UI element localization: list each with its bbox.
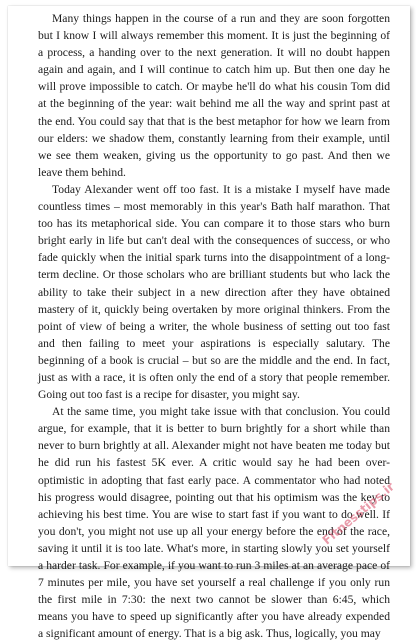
document-page (8, 6, 410, 641)
watermark-text: Fitnesstips.ir (319, 479, 398, 548)
body-text (38, 10, 390, 642)
paragraph-1: Many things happen in the course of a run and they are soon forgotten but I know I will always remember this moment. It is just the beginning of a process, a handing over to the next generation. It will no doubt happen again and again, and I will continue to catch him up. But then one day he will prove impossible to catch. Or maybe he'll do what his cousin Tom did at the beginning of the year: wait behind me all the way and sprint past at the end. You could say that that is the best metaphor for how we learn from our elders: we shadow them, constantly learning from their example, until we see them weaken, giving us the opportunity to go past. And then we leave them behind. (38, 12, 390, 179)
paragraph-3: At the same time, you might take issue with that conclusion. You could argue, for example, that it is better to burn brightly for a short while than never to burn brightly at all. Alexander might not have beaten me today but he did run his fastest 5K ever. A critic would say he had been over-optimistic in adopting that fast early pace. A commentator who had noted his progress would disagree, pointing out that his optimism was the key to achieving his best time. You are wise to start fast if you want to do well. If you don't, you might not use up all your energy before the end of the race, saving it until it is too late. What's more, in starting slowly you set yourself a harder task. For example, if you want to run 3 miles at an average pace of 7 minutes per mile, you have set yourself a real challenge if you only run the first mile in 7:30: the next two cannot be slower than 6:45, which means you have to speed up significantly after you have already expended a significant amount of energy. That is a big ask. Thus, logically, you may (38, 405, 390, 641)
paragraph-2: Today Alexander went off too fast. It is a mistake I myself have made countless times – most memorably in this year's Bath half marathon. That too has its metaphorical side. You can compare it to those stars who burn bright early in life but can't deal with the consequences of success, or who fade quickly when the initial spark turns into the disappointment of a long-term decline. Or those scholars who are brilliant students but who lack the ability to take their subject in a new direction after they have obtained mastery of it, quickly being overtaken by more original thinkers. From the point of view of being a writer, the whole business of setting out too fast and then failing to meet your aspirations is especially salutary. The beginning of a book is crucial – but so are the middle and the end. In fact, just as with a race, it is often only the end of a story that people remember. Going out too fast is a recipe for disaster, you might say. (38, 182, 390, 402)
